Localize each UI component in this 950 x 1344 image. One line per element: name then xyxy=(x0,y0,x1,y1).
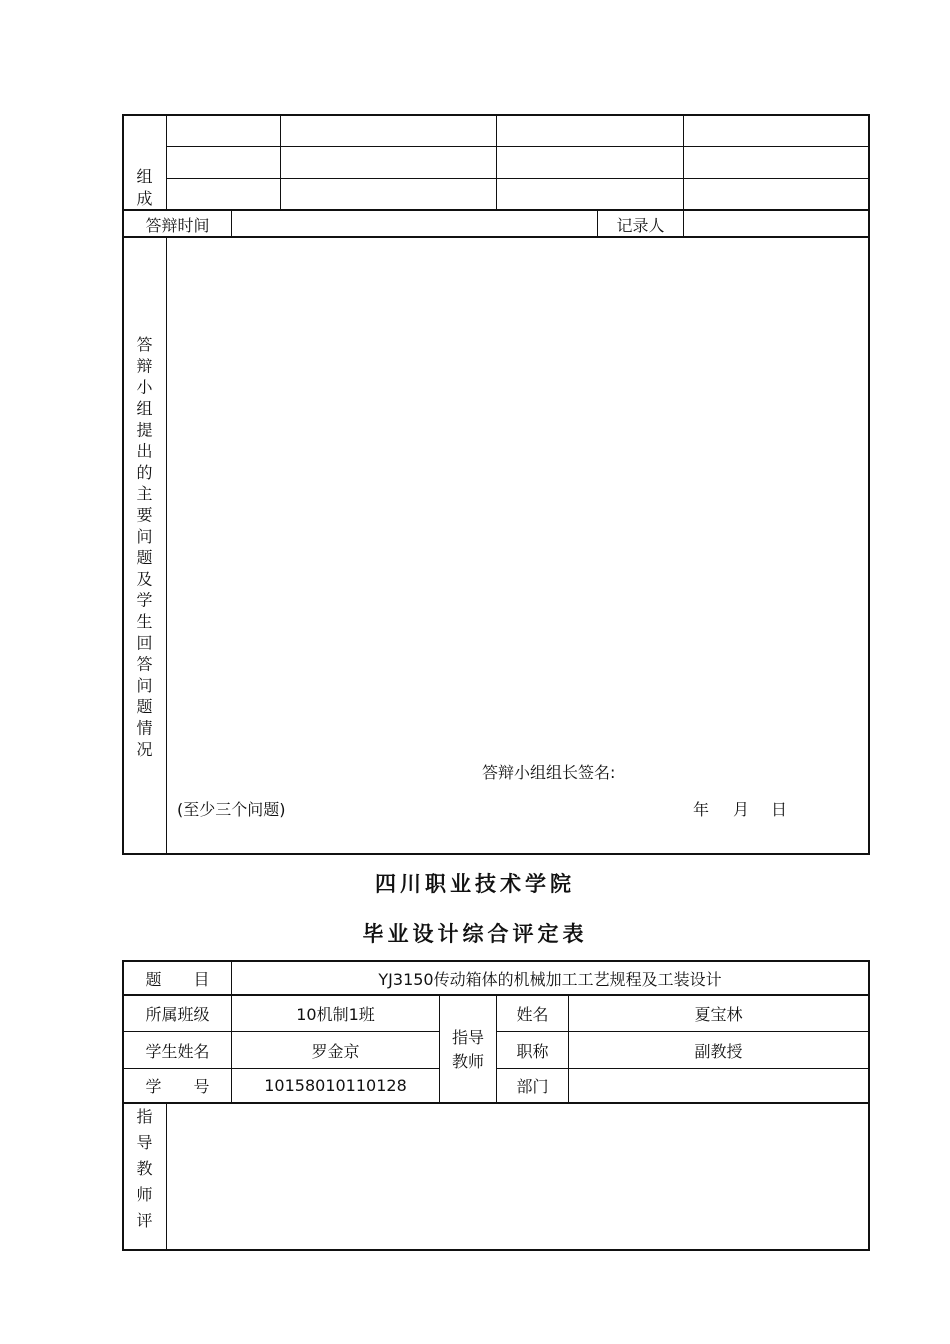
student-name-value: 罗金京 xyxy=(311,1041,360,1061)
advisor-name-label: 姓名 xyxy=(516,1005,549,1024)
topic-label: 题 目 xyxy=(145,969,210,989)
advisor-title-value: 副教授 xyxy=(694,1041,743,1061)
date-year: 年 xyxy=(693,800,710,819)
student-name-label: 学生姓名 xyxy=(145,1041,210,1061)
grid-line xyxy=(496,114,497,210)
table-border-bottom xyxy=(122,1249,870,1251)
leader-signature-label: 答辩小组组长签名: xyxy=(482,763,616,782)
advisor-title-label: 职称 xyxy=(516,1041,549,1061)
grid-line xyxy=(166,237,167,854)
defense-time-label: 答辩时间 xyxy=(145,215,210,235)
grid-line xyxy=(166,114,167,210)
class-value: 10机制1班 xyxy=(296,1005,375,1024)
questions-section-label: 答辩小组提出的主要问题及学生回答问题情况 xyxy=(134,336,153,762)
grid-line xyxy=(166,146,870,147)
group-composition-label: 组成 xyxy=(134,168,153,212)
table-border-right xyxy=(868,114,870,855)
date-day: 日 xyxy=(771,800,788,819)
student-id-label: 学 号 xyxy=(145,1077,210,1096)
advisor-name-value: 夏宝林 xyxy=(694,1005,743,1024)
advisor-label: 指导教师 xyxy=(451,1028,484,1071)
grid-line xyxy=(166,178,870,179)
grid-line xyxy=(280,114,281,210)
defense-time-field[interactable] xyxy=(232,211,597,237)
recorder-label: 记录人 xyxy=(616,215,665,235)
table-border-bottom xyxy=(122,853,870,855)
table-border-right xyxy=(868,960,870,1251)
recorder-field[interactable] xyxy=(684,211,868,237)
date-month: 月 xyxy=(733,800,750,819)
topic-value: YJ3150传动箱体的机械加工工艺规程及工装设计 xyxy=(378,969,722,989)
grid-line xyxy=(439,995,440,1103)
grid-line xyxy=(166,1103,167,1250)
advisor-dept-label: 部门 xyxy=(516,1077,549,1096)
form-title: 毕业设计综合评定表 xyxy=(362,921,588,946)
advisor-dept-value[interactable] xyxy=(569,1069,868,1102)
advisor-comment-label: 指导教师评 xyxy=(134,1108,153,1238)
min-questions-note: (至少三个问题) xyxy=(177,800,286,819)
class-label: 所属班级 xyxy=(145,1005,210,1024)
advisor-comment-area[interactable] xyxy=(168,1104,868,1249)
student-id-value: 10158010110128 xyxy=(264,1076,407,1095)
institution-title: 四川职业技术学院 xyxy=(375,871,575,896)
